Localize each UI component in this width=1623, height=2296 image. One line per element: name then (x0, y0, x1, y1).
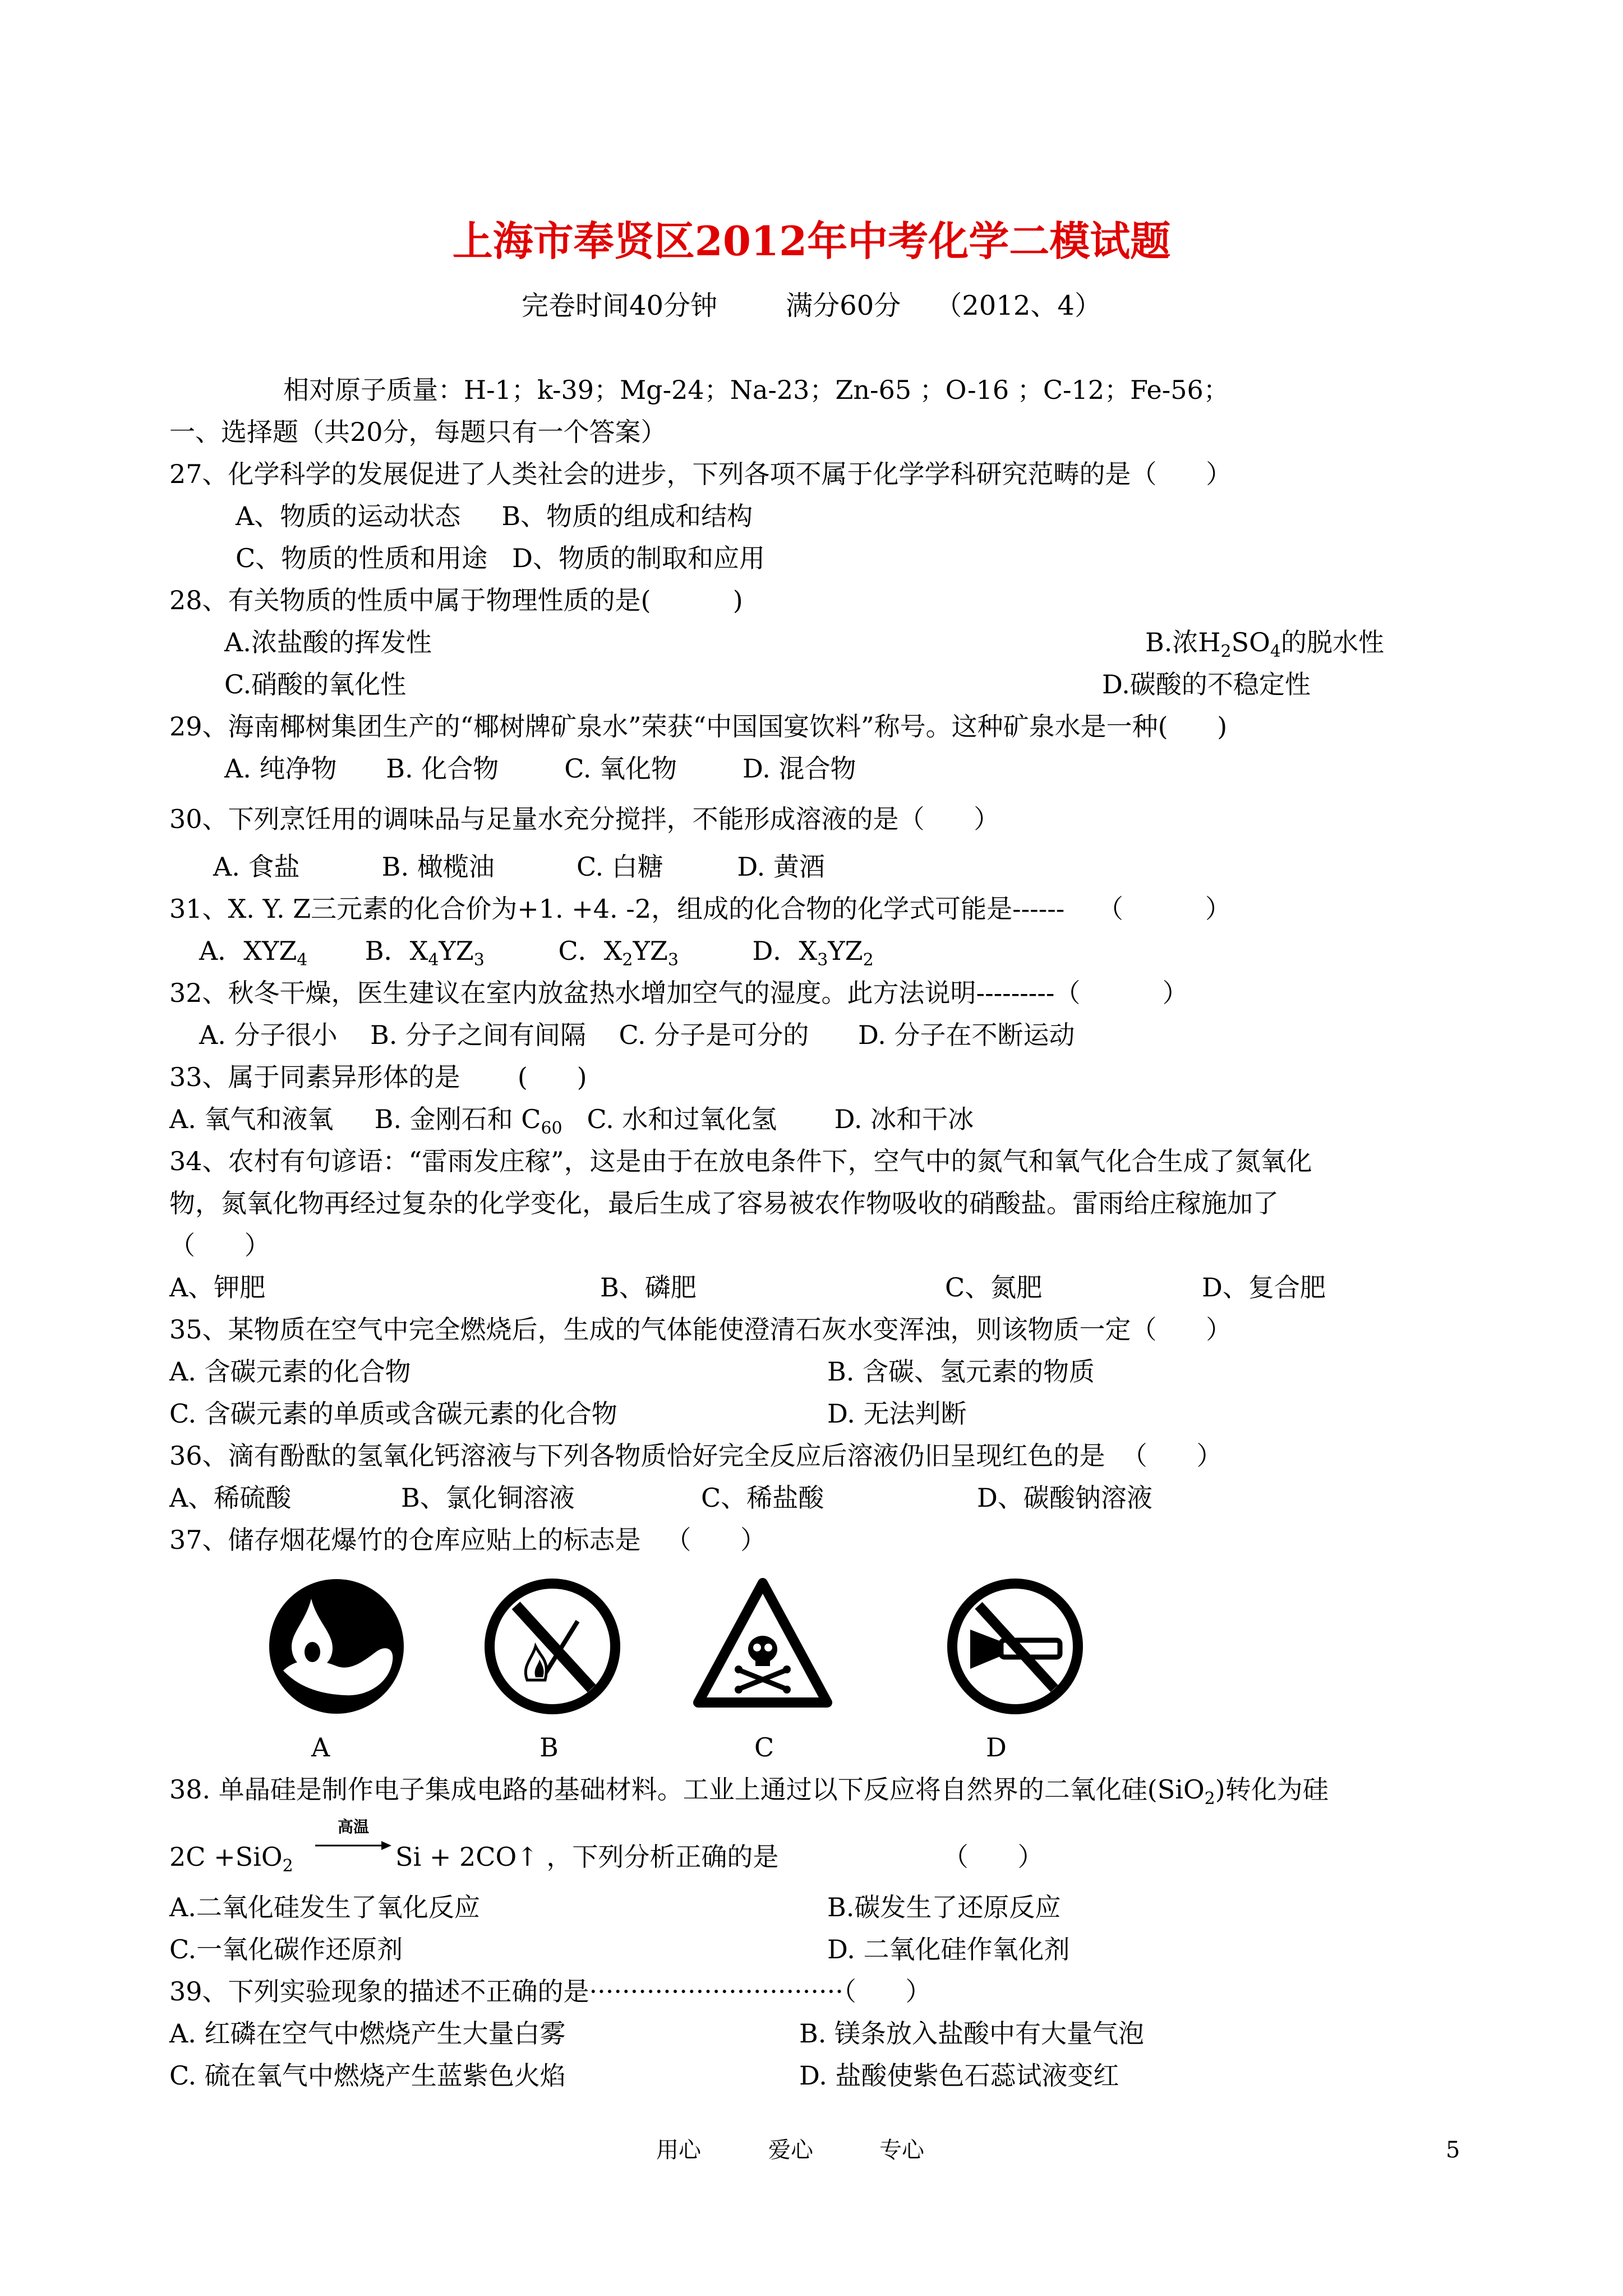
question-33: 33、属于同素异形体的是 ( ) (169, 1062, 587, 1092)
question-34-line1: 34、农村有句谚语：“雷雨发庄稼”，这是由于在放电条件下，空气中的氮气和氧气化合生成了氮氧化 (169, 1146, 1312, 1176)
sign-label-a: A (311, 1732, 330, 1763)
section-heading: 一、选择题（共20分，每题只有一个答案） (169, 417, 667, 447)
q30-options: A. 食盐 B. 橄榄油 C. 白糖 D. 黄酒 (213, 852, 825, 882)
q28-option-b: B.浓$H_2SO_4$的脱水性 (1145, 627, 1384, 661)
q31-option-a: A．$XYZ_4$ (199, 936, 308, 970)
q38-option-c: C.一氧化碳作还原剂 (169, 1934, 403, 1964)
q34-option-b: B、磷肥 (600, 1272, 697, 1303)
q31-options (199, 934, 874, 968)
q36-option-b: B、氯化铜溶液 (401, 1483, 575, 1513)
sign-label-d: D (986, 1732, 1007, 1763)
q38-equation-right: Si + 2CO↑ ，下列分析正确的是 （ ） (395, 1842, 1044, 1872)
sign-label-b: B (540, 1732, 559, 1763)
sign-label-c: C (754, 1732, 774, 1763)
footer-word-2: 爱心 (768, 2137, 813, 2163)
q28-option-d: D.碳酸的不稳定性 (1102, 669, 1311, 700)
q28-option-a: A.浓盐酸的挥发性 (224, 627, 432, 657)
q33-options: A. 氧气和液氧 B. 金刚石和 $C_{60}$ C. 水和过氧化氢 D. 冰和干冰 (169, 1104, 974, 1138)
question-37: 37、储存烟花爆竹的仓库应贴上的标志是 （ ） (169, 1525, 767, 1555)
q38-option-b: B.碳发生了还原反应 (827, 1892, 1061, 1922)
q27-options-ab: A、物质的运动状态 B、物质的组成和结构 (236, 501, 753, 531)
q39-option-d: D. 盐酸使紫色石蕊试液变红 (799, 2060, 1119, 2091)
q31-option-b: B．$X_4YZ_3$ (365, 936, 485, 970)
question-27: 27、化学科学的发展促进了人类社会的进步，下列各项不属于化学学科研究范畴的是（ ） (169, 459, 1232, 489)
q38-equation-left: 2C +SiO$_2$ (169, 1842, 293, 1876)
page-title: 上海市奉贤区2012年中考化学二模试题 (452, 217, 1171, 265)
question-34-line3: （ ） (169, 1230, 270, 1260)
question-29: 29、海南椰树集团生产的“椰树牌矿泉水”荣获“中国国宴饮料”称号。这种矿泉水是一种( ) (169, 711, 1228, 742)
no-horn-sign-icon (945, 1576, 1085, 1717)
question-28: 28、有关物质的性质中属于物理性质的是( ) (169, 585, 743, 615)
q34-option-d: D、复合肥 (1202, 1272, 1326, 1303)
exam-info: 完卷时间40分钟 满分60分 （2012、4） (522, 290, 1101, 321)
q27-options-cd: C、物质的性质和用途 D、物质的制取和应用 (236, 543, 765, 573)
q39-option-a: A. 红磷在空气中燃烧产生大量白雾 (169, 2018, 566, 2049)
reaction-arrow-icon (314, 1839, 393, 1852)
q29-options: A. 纯净物 B. 化合物 C. 氧化物 D. 混合物 (224, 753, 856, 784)
q35-option-d: D. 无法判断 (827, 1398, 967, 1429)
question-34-line2: 物，氮氧化物再经过复杂的化学变化，最后生成了容易被农作物吸收的硝酸盐。雷雨给庄稼施加了 (169, 1188, 1279, 1218)
toxic-warning-sign-icon (693, 1576, 833, 1717)
q35-option-c: C. 含碳元素的单质或含碳元素的化合物 (169, 1398, 617, 1429)
q35-option-a: A. 含碳元素的化合物 (169, 1356, 411, 1387)
footer-word-1: 用心 (656, 2137, 701, 2163)
q39-option-b: B. 镁条放入盐酸中有大量气泡 (799, 2018, 1145, 2049)
q36-option-d: D、碳酸钠溶液 (977, 1483, 1152, 1513)
no-fire-sign-icon (482, 1576, 623, 1717)
page-number: 5 (1446, 2137, 1460, 2163)
footer-word-3: 专心 (879, 2137, 924, 2163)
q38-option-d: D. 二氧化硅作氧化剂 (827, 1934, 1070, 1964)
q31-option-d: D．$X_3YZ_2$ (752, 936, 874, 970)
q36-option-c: C、稀盐酸 (701, 1483, 824, 1513)
water-drop-sign-icon (266, 1576, 407, 1717)
q35-option-b: B. 含碳、氢元素的物质 (827, 1356, 1095, 1387)
q32-options: A. 分子很小 B. 分子之间有间隔 C. 分子是可分的 D. 分子在不断运动 (199, 1020, 1075, 1050)
question-35: 35、某物质在空气中完全燃烧后，生成的气体能使澄清石灰水变浑浊，则该物质一定（ ） (169, 1314, 1232, 1345)
question-36: 36、滴有酚酞的氢氧化钙溶液与下列各物质恰好完全反应后溶液仍旧呈现红色的是 （ ） (169, 1441, 1223, 1471)
q28-option-c: C.硝酸的氧化性 (224, 669, 407, 700)
q34-option-c: C、氮肥 (945, 1272, 1043, 1303)
question-30: 30、下列烹饪用的调味品与足量水充分搅拌，不能形成溶液的是（ ） (169, 804, 1000, 834)
q34-option-a: A、钾肥 (169, 1272, 266, 1303)
atomic-masses: 相对原子质量：H-1；k-39；Mg-24；Na-23；Zn-65 ；O-16 ；C-12；Fe-56； (283, 375, 1229, 405)
q38-option-a: A.二氧化硅发生了氧化反应 (169, 1892, 480, 1922)
q39-option-c: C. 硫在氧气中燃烧产生蓝紫色火焰 (169, 2060, 566, 2091)
question-39: 39、下列实验现象的描述不正确的是·······························（ ） (169, 1976, 932, 2007)
question-31: 31、X. Y. Z三元素的化合价为+1. +4. -2，组成的化合物的化学式可能是------ （ ） (169, 894, 1232, 924)
question-32: 32、秋冬干燥，医生建议在室内放盆热水增加空气的湿度。此方法说明---------（ ） (169, 978, 1188, 1008)
q36-option-a: A、稀硫酸 (169, 1483, 292, 1513)
question-38-line1: 38. 单晶硅是制作电子集成电路的基础材料。工业上通过以下反应将自然界的二氧化硅(SiO$_2$)转化为硅 (169, 1774, 1329, 1809)
reaction-condition: 高温 (337, 1818, 369, 1836)
q31-option-c: C．$X_2YZ_3$ (558, 936, 679, 970)
